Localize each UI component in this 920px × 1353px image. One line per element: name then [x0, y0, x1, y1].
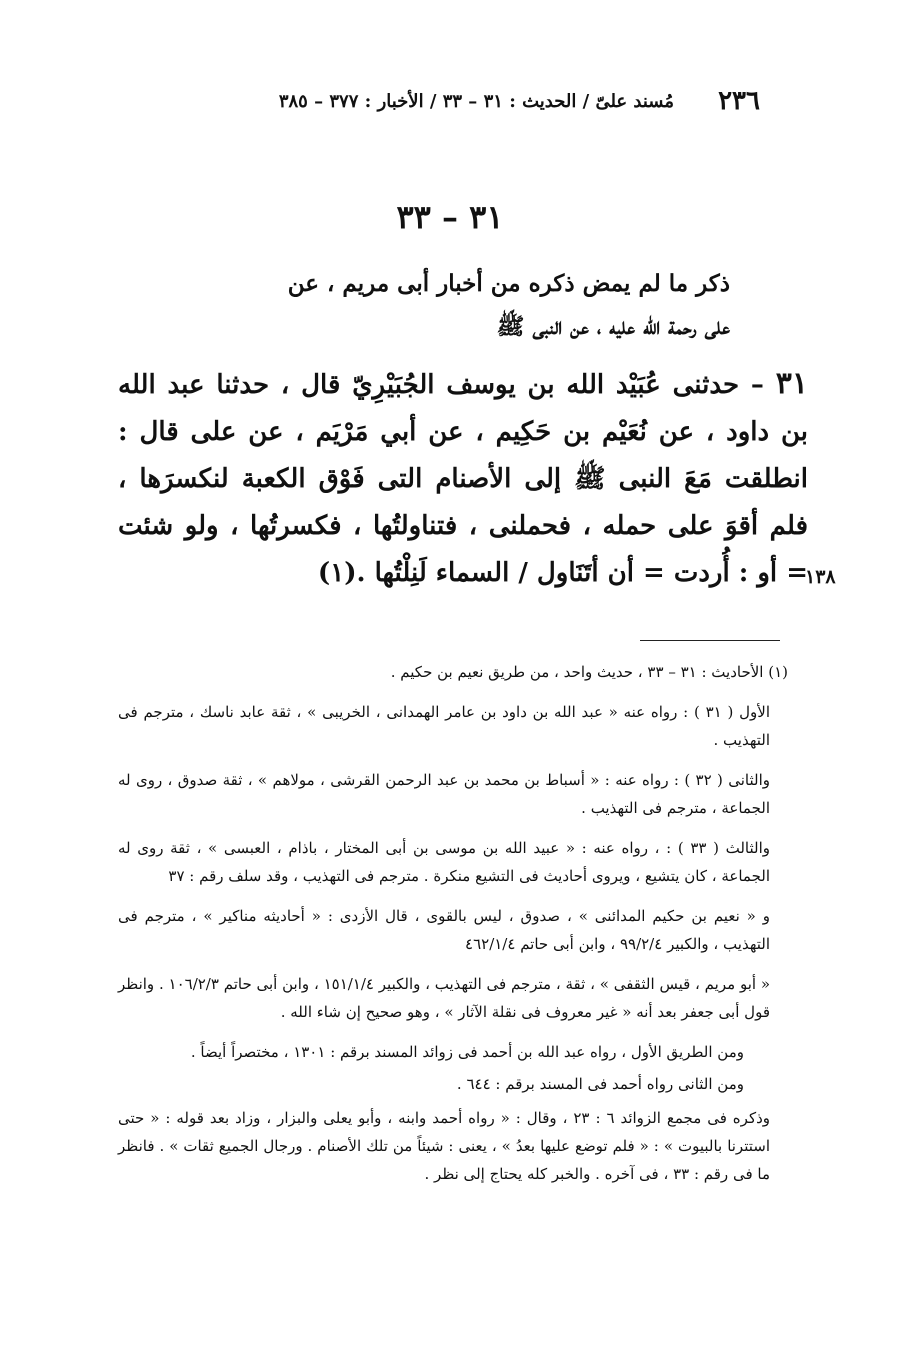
footnote-divider: [640, 640, 780, 641]
footnote-narrator-abu-maryam: « أبو مريم ، قيس الثقفى » ، ثقة ، مترجم فى التهذيب ، والكبير ١٥١/١/٤ ، وابن أبى حاتم ١٠٦/٢/٣ . وانظر قول أبى جعفر بعد أنه « غير معروف فى نقلة الآثار » ، وهو صحيح إن شاء الله .: [118, 975, 771, 1021]
hadith-text: [118, 360, 808, 597]
hadith-body: – حدثنى عُبَيْد الله بن يوسف الجُبَيْرِيّ قال ، حدثنا عبد الله بن داود ، عن نُعَيْم بن حَكِيم ، عن أبي مَرْيَم ، عن على قال : انطلقت مَعَ النبى ﷺ إلى الأصنام التى فَوْق الكعبة لنكسرَها ، فلم أقوَ على حمله ، فحملنى ، فتناولتُها ، فكسرتُها ، ولو شئت = أو : أُردت = أن أتَنَاول / السماء لَنِلْتُها .(١): [118, 370, 808, 588]
footnotes: [118, 658, 788, 1200]
margin-page-reference: ١٣٨: [805, 566, 836, 588]
footnote-narrator-nuaym: و « نعيم بن حكيم المدائنى » ، صدوق ، ليس بالقوى ، قال الأزدى : « أحاديثه مناكير » ، مترجم فى التهذيب ، والكبير ٩٩/٢/٤ ، وابن أبى حاتم ٤٦٢/١/٤: [118, 907, 770, 953]
footnote-second-route: ومن الثانى رواه أحمد فى المسند برقم : ٦٤٤ .: [456, 1075, 744, 1093]
running-title: مُسند علىّ / الحديث : ٣١ – ٣٣ / الأخبار : ٣٧٧ – ٣٨٥: [278, 91, 674, 112]
chapter-title-line-1: ذكر ما لم يمض ذكره من أخبار أبى مريم ، عن: [287, 270, 730, 297]
hadith-number: ٣١: [775, 366, 808, 401]
footnote-1: (١) الأحاديث : ٣١ – ٣٣ ، حديث واحد ، من طريق نعيم بن حكيم .: [390, 663, 788, 681]
page-number: ٢٣٦: [718, 86, 760, 116]
footnote-second-chain: والثانى ( ٣٢ ) : رواه عنه : « أسباط بن محمد بن عبد الرحمن القرشى ، مولاهم » ، ثقة صدوق ، روى له الجماعة ، مترجم فى التهذيب .: [118, 771, 770, 817]
section-number: ٣١ – ٣٣: [396, 198, 504, 236]
chapter-title-line-2: على رحمة الله عليه ، عن النبى ﷺ: [496, 313, 730, 340]
footnote-majma: وذكره فى مجمع الزوائد ٦ : ٢٣ ، وقال : « رواه أحمد وابنه ، وأبو يعلى والبزار ، وزاد بعد قوله : « حتى استترنا بالبيوت » : « فلم توضع عليها بعدُ » ، يعنى : شيئاً من تلك الأصنام . ورجال الجميع ثقات » . فانظر ما فى رقم : ٣٣ ، فى آخره . والخبر كله يحتاج إلى نظر .: [118, 1109, 771, 1183]
chapter-title: [270, 262, 730, 348]
footnote-first-route: ومن الطريق الأول ، رواه عبد الله بن أحمد فى زوائد المسند برقم : ١٣٠١ ، مختصراً أيضاً .: [190, 1043, 744, 1061]
page-header: [200, 86, 760, 116]
footnote-first-chain: الأول ( ٣١ ) : رواه عنه « عبد الله بن داود بن عامر الهمدانى ، الخريبى » ، ثقة عابد ناسك ، مترجم فى التهذيب .: [118, 703, 770, 749]
footnote-third-chain: والثالث ( ٣٣ ) : ، رواه عنه : « عبيد الله بن موسى بن أبى المختار ، باذام ، العبسى » ، ثقة روى له الجماعة ، كان يتشيع ، ويروى أحاديث فى التشيع منكرة . مترجم فى التهذيب ، وقد سلف رقم : ٣٧: [118, 839, 770, 885]
